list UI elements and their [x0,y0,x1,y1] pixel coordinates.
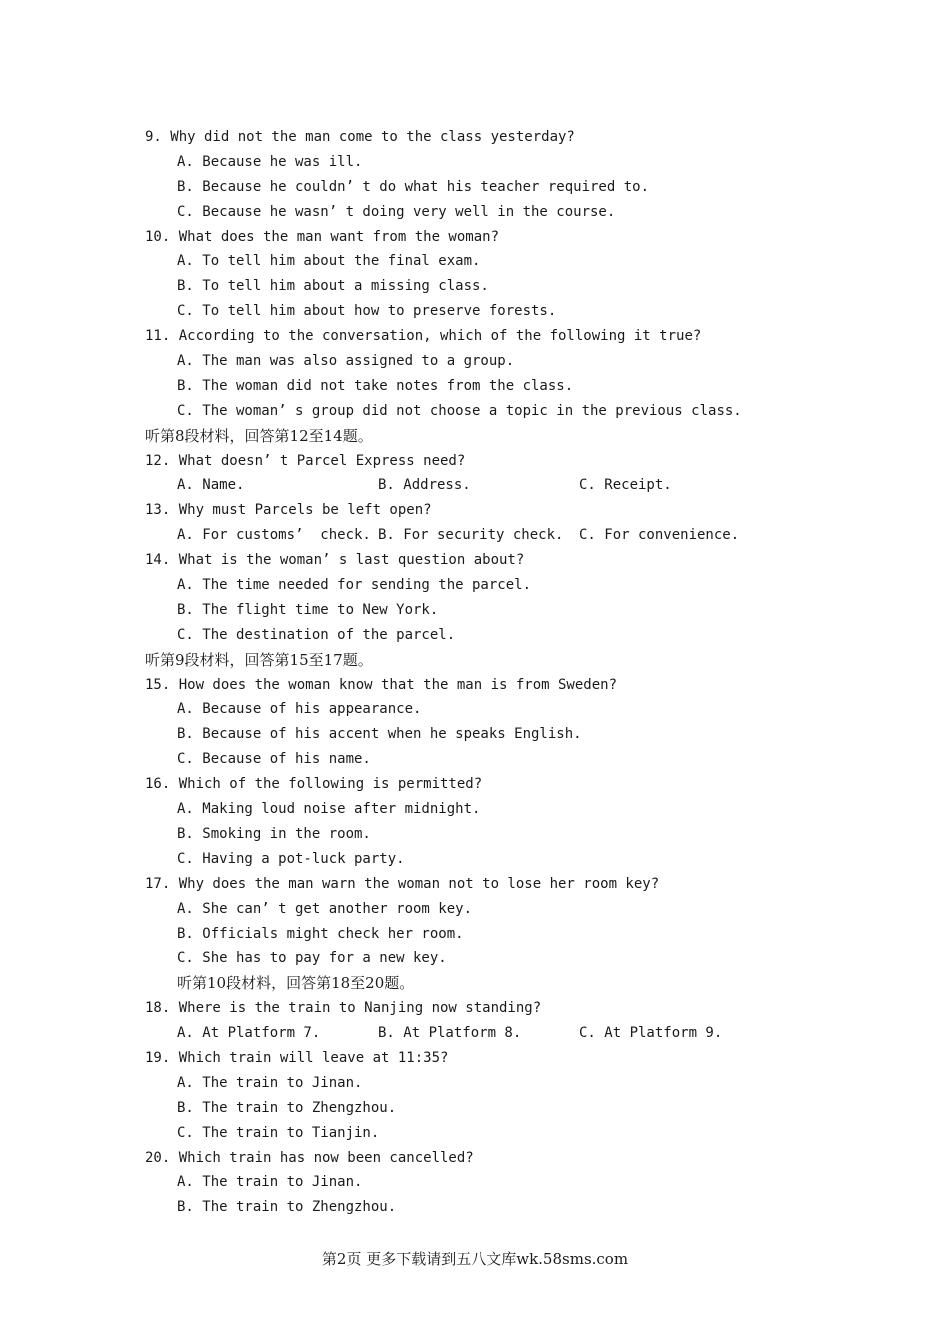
option-c: C. Receipt. [579,477,672,494]
option-text: C. Because he wasn’ t doing very well in the course. [177,203,616,220]
question-text: 18. Where is the train to Nanjing now standing? [145,1000,542,1017]
question-text: 10. What does the man want from the woman? [145,228,500,245]
option-text: B. The train to Zhengzhou. [177,1199,397,1216]
question-text: 16. Which of the following is permitted? [145,776,483,793]
option-text: C. To tell him about how to preserve forests. [177,303,557,320]
option-b: B. Address. [378,477,471,494]
option-text: B. Smoking in the room. [177,825,371,842]
page-footer: 第2页 更多下载请到五八文库wk.58sms.com [321,1250,629,1268]
question-text: 20. Which train has now been cancelled? [145,1149,474,1166]
option-text: A. The train to Jinan. [177,1074,363,1091]
option-text: A. Making loud noise after midnight. [177,801,481,818]
option-text: C. The woman’ s group did not choose a topic in the previous class. [177,402,742,419]
question-text: 19. Which train will leave at 11:35? [145,1049,449,1066]
option-text: A. Because he was ill. [177,153,363,170]
option-text: A. Because of his appearance. [177,701,422,718]
question-text: 12. What doesn’ t Parcel Express need? [145,452,466,469]
option-a: A. Name. [177,477,245,494]
option-text: C. Having a pot-luck party. [177,850,405,867]
question-text: 9. Why did not the man come to the class yesterday? [145,129,575,145]
option-text: B. Because he couldn’ t do what his teacher required to. [177,178,650,195]
option-b: B. At Platform 8. [378,1025,522,1042]
option-row [145,473,865,498]
section-instruction: 听第10段材料，回答第18至20题。 [177,974,415,993]
option-a: A. At Platform 7. [177,1025,321,1042]
question-text: 11. According to the conversation, which of the following it true? [145,328,702,345]
section-instruction: 听第8段材料，回答第12至14题。 [145,426,373,445]
question-text: 14. What is the woman’ s last question about? [145,552,525,569]
option-text: C. She has to pay for a new key. [177,950,447,967]
option-a: A. For customs’ check. [177,527,371,544]
option-row [145,523,865,548]
option-text: B. To tell him about a missing class. [177,278,489,295]
option-text: A. The train to Jinan. [177,1174,363,1191]
option-b: B. For security check. [378,527,564,544]
question-text: 13. Why must Parcels be left open? [145,502,432,519]
option-text: B. The flight time to New York. [177,601,439,618]
section-instruction: 听第9段材料，回答第15至17题。 [145,650,373,669]
option-row [145,1021,865,1046]
question-text: 17. Why does the man warn the woman not to lose her room key? [145,875,660,892]
option-c: C. At Platform 9. [579,1025,723,1042]
option-text: B. Officials might check her room. [177,925,464,942]
option-text: A. She can’ t get another room key. [177,900,473,917]
option-text: B. The train to Zhengzhou. [177,1099,397,1116]
option-text: C. The train to Tianjin. [177,1124,380,1141]
option-text: C. The destination of the parcel. [177,626,456,643]
option-c: C. For convenience. [579,527,740,544]
question-list [145,125,865,1220]
option-text: A. To tell him about the final exam. [177,253,481,270]
option-text: B. The woman did not take notes from the class. [177,377,574,394]
option-text: A. The time needed for sending the parcel. [177,577,532,594]
option-text: A. The man was also assigned to a group. [177,353,515,370]
option-text: C. Because of his name. [177,751,371,768]
option-text: B. Because of his accent when he speaks English. [177,726,582,743]
question-text: 15. How does the woman know that the man is from Sweden? [145,676,618,693]
